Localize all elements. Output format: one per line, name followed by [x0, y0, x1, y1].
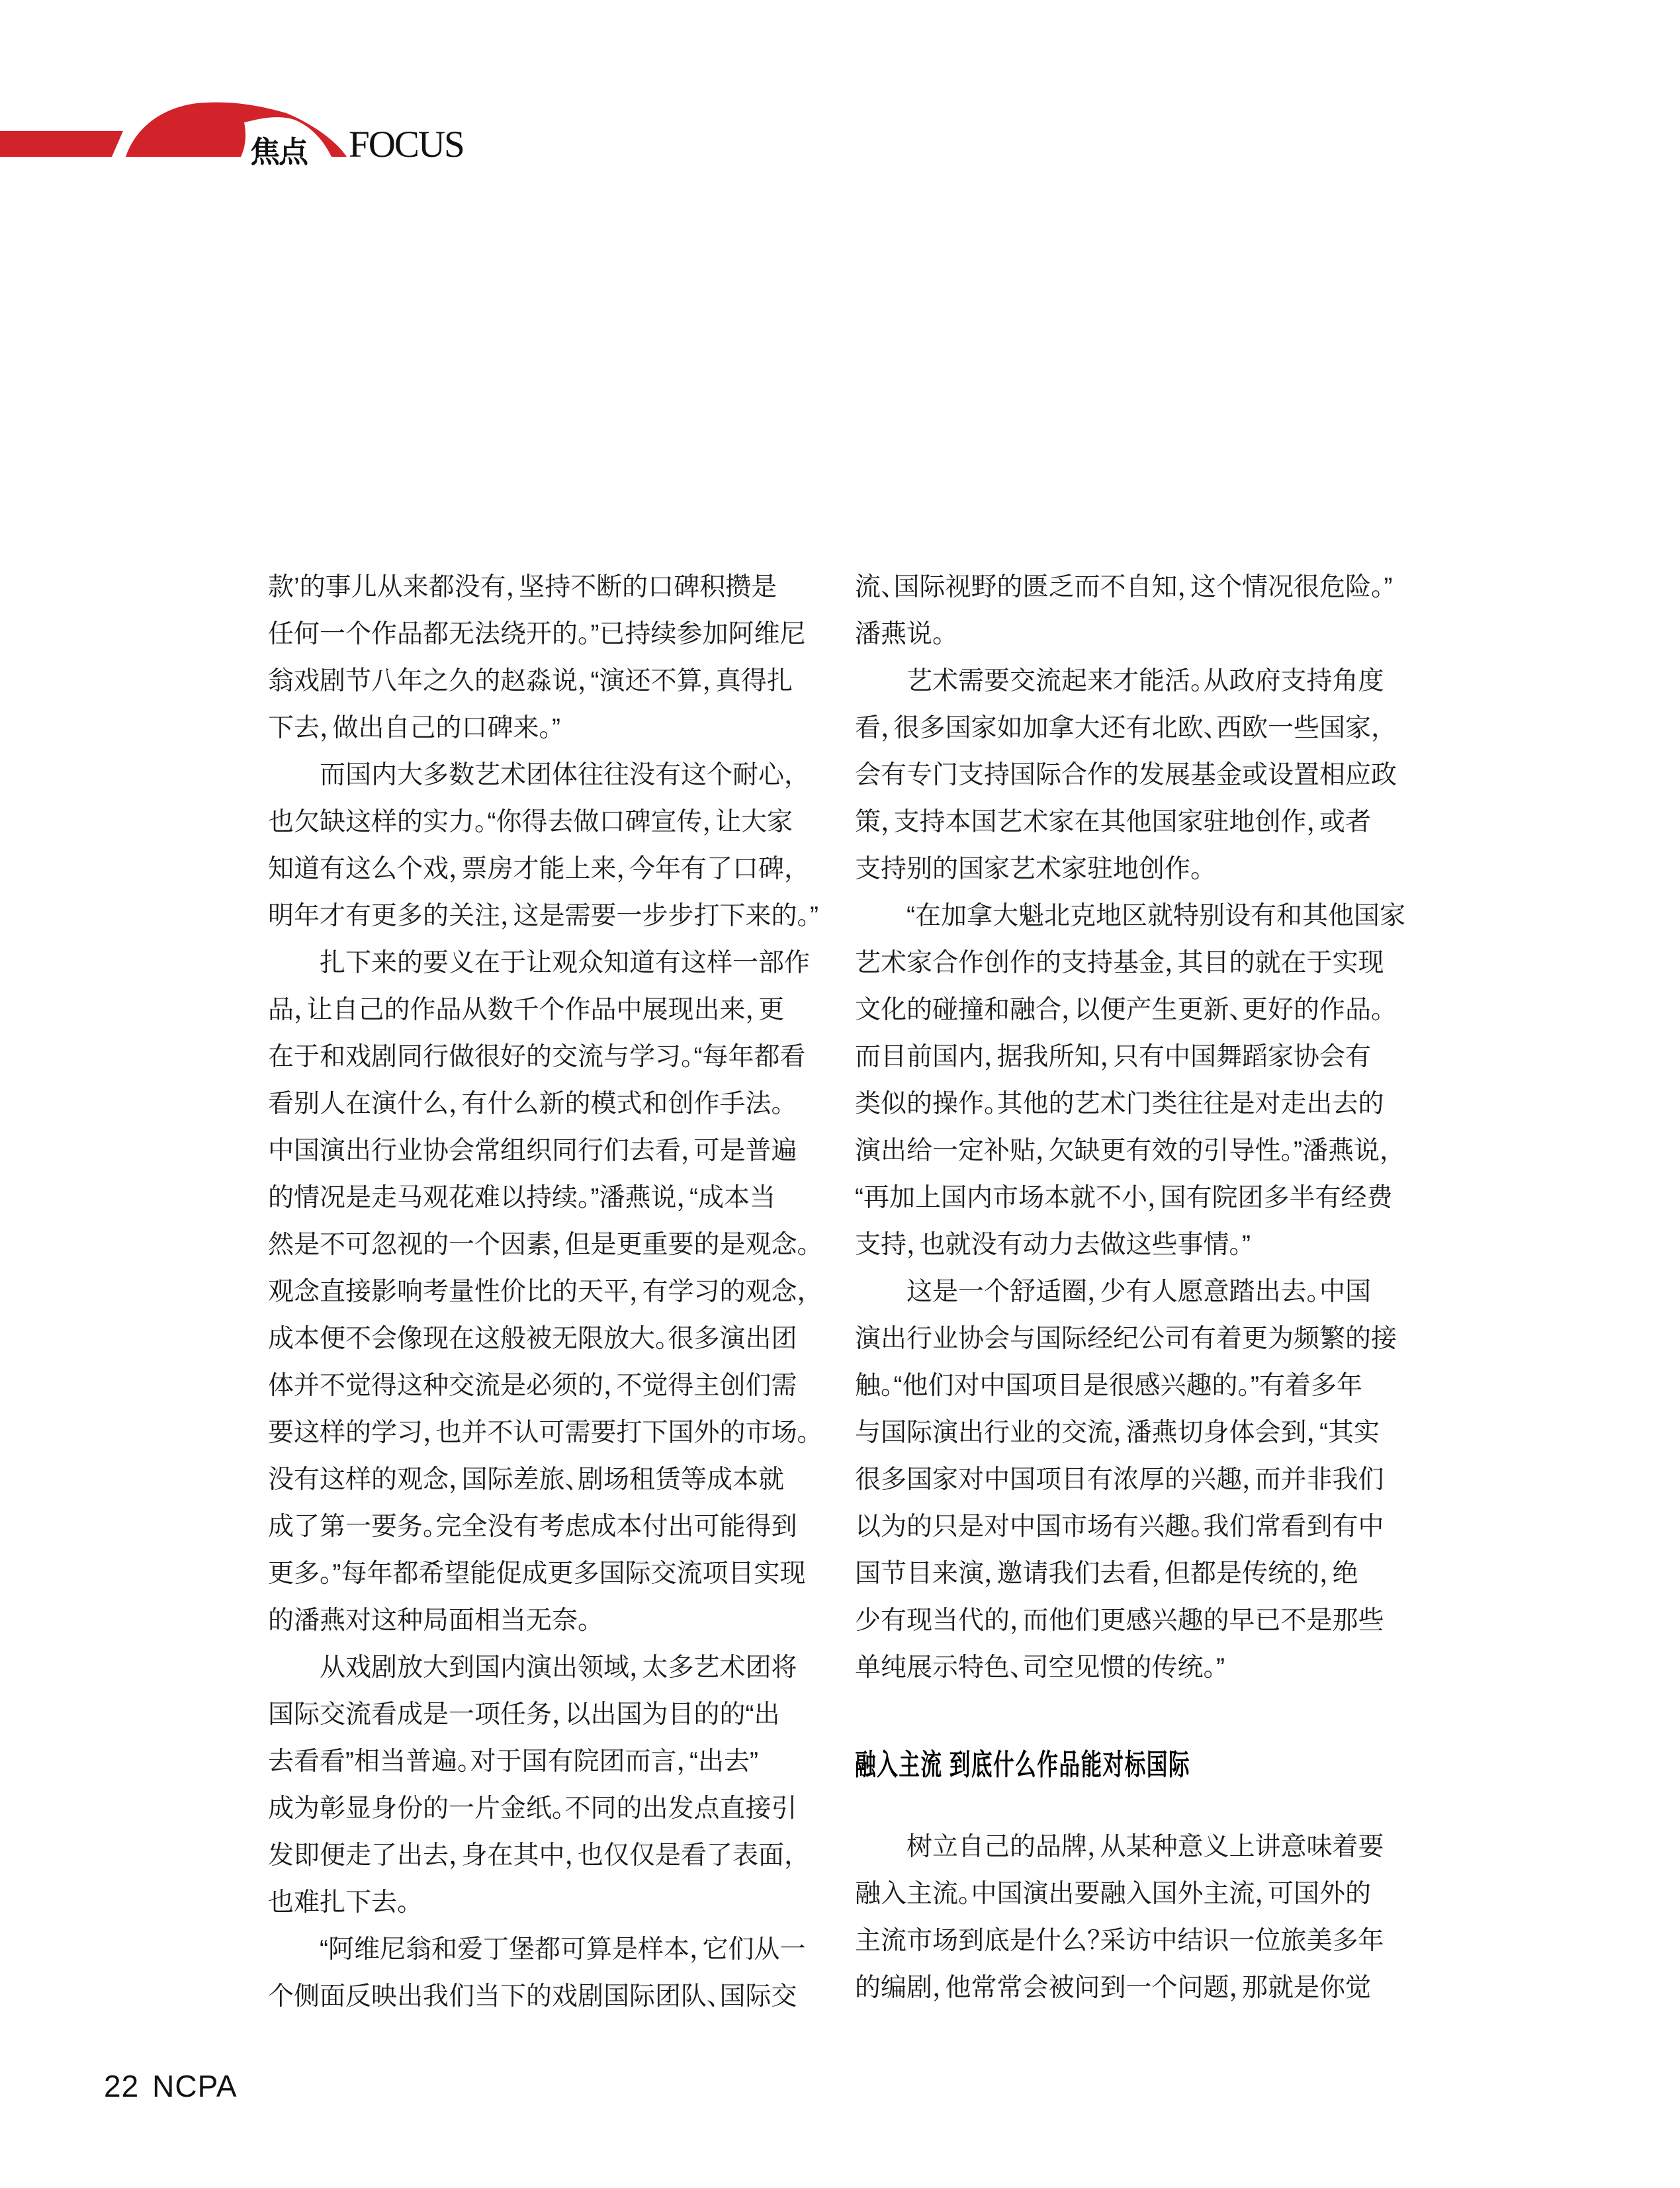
brand-arc-shape: [126, 103, 347, 157]
text-line: 从戏剧放大到国内演出领域，太多艺术团将: [320, 1653, 797, 1682]
text-line: 没有这样的观念，国际差旅、剧场租赁等成本就: [268, 1466, 785, 1494]
text-line: 更多。”每年都希望能促成更多国际交流项目实现: [268, 1559, 806, 1588]
text-line: 触。“他们对中国项目是很感兴趣的。”有着多年: [855, 1372, 1362, 1400]
text-line: 支持，也就没有动力去做这些事情。”: [855, 1231, 1251, 1259]
text-line: 以为的只是对中国市场有兴趣。我们常看到有中: [855, 1512, 1384, 1541]
text-line: 主流市场到底是什么？采访中结识一位旅美多年: [855, 1927, 1384, 1955]
text-line: 个侧面反映出我们当下的戏剧国际团队、国际交: [268, 1982, 797, 2011]
text-line: 的情况是走马观花难以持续。”潘燕说，“成本当: [268, 1184, 775, 1212]
text-line: 在于和戏剧同行做很好的交流与学习。“每年都看: [268, 1043, 806, 1071]
text-line: 成本便不会像现在这般被无限放大。很多演出团: [268, 1325, 797, 1353]
text-line: 很多国家对中国项目有浓厚的兴趣，而并非我们: [855, 1466, 1384, 1494]
text-line: 而国内大多数艺术团体往往没有这个耐心，: [320, 761, 797, 789]
page-number: 22: [104, 2069, 140, 2103]
text-line: 艺术需要交流起来才能活。从政府支持角度: [906, 667, 1384, 695]
text-line: 翁戏剧节八年之久的赵淼说，“演还不算，真得扎: [268, 667, 793, 695]
text-line: 与国际演出行业的交流，潘燕切身体会到，“其实: [855, 1419, 1380, 1447]
text-line: 成为彰显身份的一片金纸。不同的出发点直接引: [268, 1794, 797, 1823]
section-heading-text: 融入主流 到底什么作品能对标国际: [855, 1749, 1191, 1781]
section-brand-zh: 焦点: [250, 135, 308, 169]
text-line: 融入主流。中国演出要融入国外主流，可国外的: [855, 1880, 1372, 1908]
text-line: “再加上国内市场本就不小，国有院团多半有经费: [855, 1184, 1393, 1212]
text-line: 流、国际视野的匮乏而不自知，这个情况很危险。”: [855, 573, 1393, 601]
text-line: 这是一个舒适圈，少有人愿意踏出去。中国: [906, 1278, 1372, 1306]
text-line: 艺术家合作创作的支持基金，其目的就在于实现: [855, 949, 1384, 977]
text-line: 而目前国内，据我所知，只有中国舞蹈家协会有: [855, 1043, 1372, 1071]
text-line: 中国演出行业协会常组织同行们去看，可是普遍: [268, 1137, 797, 1165]
text-line: 国节目来演，邀请我们去看，但都是传统的，绝: [855, 1559, 1358, 1588]
text-line: 潘燕说。: [855, 620, 946, 648]
text-line: 知道有这么个戏，票房才能上来，今年有了口碑，: [268, 855, 797, 883]
text-line: 发即便走了出去，身在其中，也仅仅是看了表面，: [268, 1841, 797, 1870]
text-line: 去看看”相当普遍。对于国有院团而言，“出去”: [268, 1747, 758, 1776]
text-line: 文化的碰撞和融合，以便产生更新、更好的作品。: [855, 996, 1384, 1024]
text-line: 任何一个作品都无法绕开的。”已持续参加阿维尼: [268, 620, 806, 648]
text-line: 的编剧，他常常会被问到一个问题，那就是你觉: [855, 1974, 1372, 2002]
text-line: 支持别的国家艺术家驻地创作。: [855, 855, 1204, 883]
text-line: 类似的操作。其他的艺术门类往往是对走出去的: [855, 1090, 1384, 1118]
text-line: 策，支持本国艺术家在其他国家驻地创作，或者: [855, 808, 1372, 836]
text-line: 观念直接影响考量性价比的天平，有学习的观念，: [268, 1278, 811, 1306]
brand-bar-shape: [0, 131, 123, 157]
text-line: 演出行业协会与国际经纪公司有着更为频繁的接: [855, 1325, 1397, 1353]
text-line: 明年才有更多的关注，这是需要一步步打下来的。”: [268, 902, 818, 930]
text-line: 的潘燕对这种局面相当无奈。: [268, 1606, 591, 1635]
section-brand-en: FOCUS: [349, 124, 464, 165]
text-line: 少有现当代的，而他们更感兴趣的早已不是那些: [855, 1606, 1384, 1635]
text-line: 看别人在演什么，有什么新的模式和创作手法。: [268, 1090, 785, 1118]
text-line: 单纯展示特色、司空见惯的传统。”: [855, 1653, 1225, 1682]
text-line: 树立自己的品牌，从某种意义上讲意味着要: [906, 1833, 1384, 1861]
text-line: “阿维尼翁和爱丁堡都可算是样本，它们从一: [320, 1935, 806, 1964]
text-line: 国际交流看成是一项任务，以出国为目的的“出: [268, 1700, 780, 1729]
text-line: 要这样的学习，也并不认可需要打下国外的市场。: [268, 1419, 811, 1447]
magazine-name: NCPA: [152, 2069, 238, 2103]
column-left: [268, 564, 818, 2020]
text-line: 演出给一定补贴，欠缺更有效的引导性。”潘燕说，: [855, 1137, 1393, 1165]
text-line: 成了第一要务。完全没有考虑成本付出可能得到: [268, 1512, 797, 1541]
text-line: “在加拿大魁北克地区就特别设有和其他国家: [906, 902, 1405, 930]
text-line: 款’的事儿从来都没有，坚持不断的口碑积攒是: [268, 573, 777, 601]
text-line: 也欠缺这样的实力。“你得去做口碑宣传，让大家: [268, 808, 793, 836]
column-right: [855, 564, 1419, 2011]
text-line: 品，让自己的作品从数千个作品中展现出来，更: [268, 996, 785, 1024]
text-line: 然是不可忽视的一个因素，但是更重要的是观念。: [268, 1231, 811, 1259]
section-heading: [855, 1747, 1419, 1784]
text-line: 也难扎下去。: [268, 1888, 410, 1917]
text-line: 体并不觉得这种交流是必须的，不觉得主创们需: [268, 1372, 797, 1400]
text-line: 扎下来的要义在于让观众知道有这样一部作: [320, 949, 811, 977]
page-footer: [104, 2068, 238, 2104]
text-line: 看，很多国家如加拿大还有北欧、西欧一些国家，: [855, 714, 1384, 742]
text-line: 会有专门支持国际合作的发展基金或设置相应政: [855, 761, 1397, 789]
text-line: 下去，做出自己的口碑来。”: [268, 714, 560, 742]
